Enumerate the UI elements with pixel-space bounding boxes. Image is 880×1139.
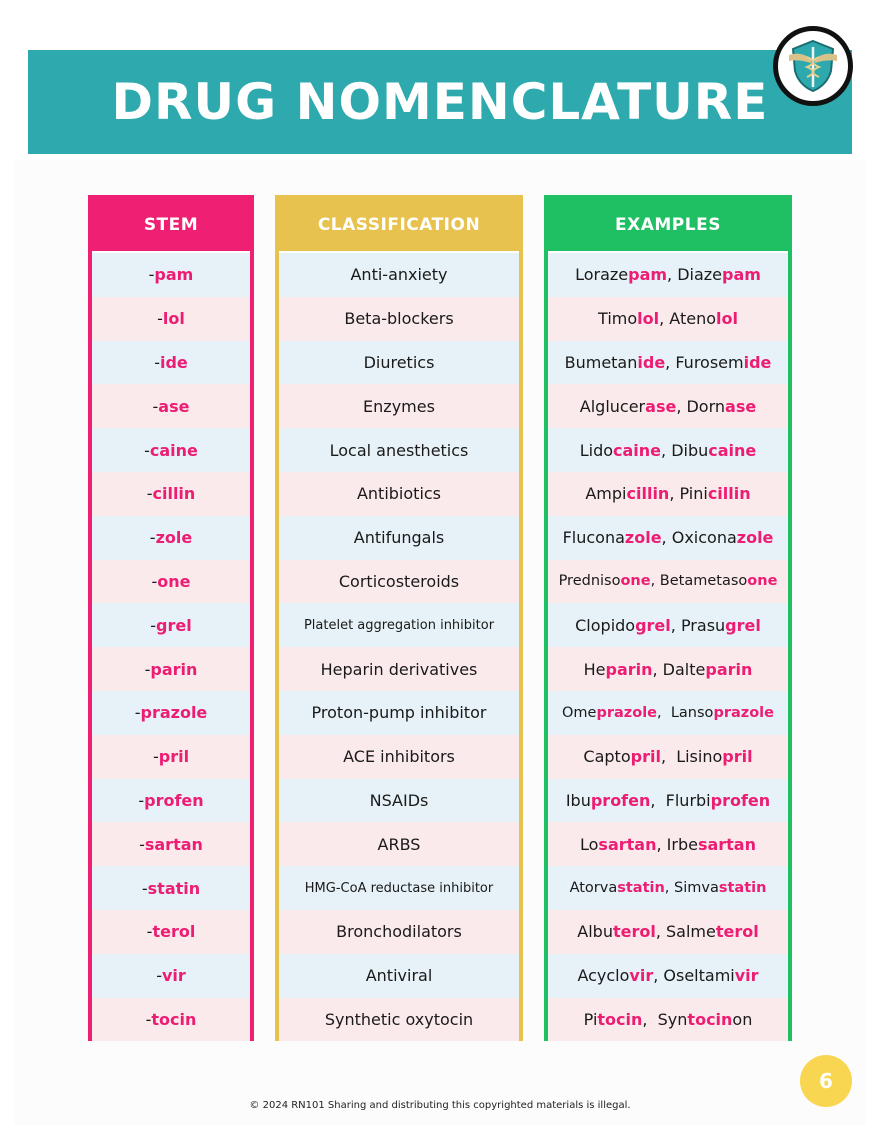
stem-cell bbox=[92, 384, 250, 428]
stem-cell bbox=[92, 472, 250, 516]
example-stem-highlight: terol bbox=[715, 922, 759, 942]
stem-text: lol bbox=[162, 309, 185, 329]
stem-cell bbox=[92, 779, 250, 823]
example-text: Alglucer bbox=[579, 396, 646, 416]
examples-cell bbox=[548, 866, 788, 910]
stem-text: grel bbox=[156, 615, 192, 635]
classification-cell: ARBS bbox=[279, 822, 519, 866]
example-text: Pi bbox=[583, 1009, 598, 1029]
classification-cell: Platelet aggregation inhibitor bbox=[279, 603, 519, 647]
classification-cell: Anti-anxiety bbox=[279, 253, 519, 297]
examples-cell bbox=[548, 603, 788, 647]
example-text: Capto bbox=[583, 747, 631, 767]
examples-cell bbox=[548, 998, 788, 1042]
stem-text: caine bbox=[149, 440, 198, 460]
stem-dash: - bbox=[134, 703, 141, 723]
classification-cell: Bronchodilators bbox=[279, 910, 519, 954]
examples-cell bbox=[548, 735, 788, 779]
example-stem-highlight: grel bbox=[725, 615, 761, 635]
stem-dash: - bbox=[157, 309, 163, 329]
examples-column bbox=[544, 195, 792, 1041]
stem-text: one bbox=[157, 571, 191, 591]
example-text: , Lisino bbox=[660, 747, 723, 767]
classification-cell: NSAIDs bbox=[279, 779, 519, 823]
example-text: on bbox=[732, 1009, 753, 1029]
stem-text: sartan bbox=[144, 834, 203, 854]
example-text: Albu bbox=[577, 922, 613, 942]
classification-cell: Synthetic oxytocin bbox=[279, 998, 519, 1042]
example-stem-highlight: profen bbox=[590, 790, 651, 810]
stem-dash: - bbox=[156, 966, 162, 986]
stem-text: terol bbox=[152, 922, 196, 942]
examples-cell bbox=[548, 341, 788, 385]
stem-cell bbox=[92, 253, 250, 297]
example-text: , Irbe bbox=[656, 834, 698, 854]
stem-cell bbox=[92, 297, 250, 341]
example-text: , Lanso bbox=[657, 704, 714, 721]
stem-cell bbox=[92, 560, 250, 604]
example-stem-highlight: ide bbox=[637, 352, 666, 372]
stem-dash: - bbox=[152, 396, 159, 416]
classification-cell: Proton-pump inhibitor bbox=[279, 691, 519, 735]
classification-cell: Diuretics bbox=[279, 341, 519, 385]
example-stem-highlight: ase bbox=[725, 396, 757, 416]
stem-dash: - bbox=[146, 484, 153, 504]
example-stem-highlight: ase bbox=[645, 396, 677, 416]
stem-dash: - bbox=[145, 1009, 152, 1029]
stem-header: STEM bbox=[92, 199, 250, 251]
example-stem-highlight: statin bbox=[617, 880, 665, 897]
stem-dash: - bbox=[138, 790, 145, 810]
examples-cell bbox=[548, 516, 788, 560]
stem-dash: - bbox=[154, 352, 160, 372]
stem-cell bbox=[92, 954, 250, 998]
stem-dash: - bbox=[144, 659, 151, 679]
stem-cell bbox=[92, 516, 250, 560]
example-stem-highlight: grel bbox=[635, 615, 671, 635]
stem-text: ase bbox=[158, 396, 190, 416]
examples-cell bbox=[548, 954, 788, 998]
copyright-footer: © 2024 RN101 Sharing and distributing this copyrighted materials is illegal. bbox=[249, 1100, 631, 1111]
stem-text: prazole bbox=[140, 703, 208, 723]
example-stem-highlight: cillin bbox=[626, 484, 670, 504]
classification-cell: Beta-blockers bbox=[279, 297, 519, 341]
example-text: Acyclo bbox=[577, 966, 630, 986]
examples-cell bbox=[548, 647, 788, 691]
example-stem-highlight: pril bbox=[630, 747, 661, 767]
example-text: , Ateno bbox=[659, 309, 716, 329]
example-text: , Diaze bbox=[667, 265, 723, 285]
examples-cell bbox=[548, 910, 788, 954]
stem-cell bbox=[92, 428, 250, 472]
example-stem-highlight: parin bbox=[605, 659, 653, 679]
example-stem-highlight: one bbox=[620, 573, 651, 590]
classification-cell: Enzymes bbox=[279, 384, 519, 428]
stem-text: parin bbox=[150, 659, 198, 679]
example-text: Ampi bbox=[585, 484, 627, 504]
example-text: , Dibu bbox=[661, 440, 709, 460]
example-stem-highlight: caine bbox=[708, 440, 757, 460]
example-stem-highlight: vir bbox=[734, 966, 759, 986]
stem-rows bbox=[92, 253, 250, 1041]
stem-dash: - bbox=[141, 878, 148, 898]
stem-text: vir bbox=[161, 966, 186, 986]
stem-cell bbox=[92, 866, 250, 910]
example-text: , Dorn bbox=[676, 396, 726, 416]
examples-header: EXAMPLES bbox=[548, 199, 788, 251]
stem-dash: - bbox=[146, 922, 153, 942]
stem-dash: - bbox=[148, 265, 155, 285]
stem-cell bbox=[92, 910, 250, 954]
example-text: , Oxicona bbox=[661, 528, 737, 548]
example-text: Timo bbox=[598, 309, 638, 329]
stem-dash: - bbox=[151, 571, 158, 591]
stem-dash: - bbox=[144, 440, 150, 460]
example-text: , Dalte bbox=[652, 659, 706, 679]
example-text: Clopido bbox=[575, 615, 636, 635]
classification-cell: ACE inhibitors bbox=[279, 735, 519, 779]
stem-column bbox=[88, 195, 254, 1041]
examples-cell bbox=[548, 822, 788, 866]
example-stem-highlight: sartan bbox=[697, 834, 756, 854]
example-stem-highlight: statin bbox=[718, 880, 767, 897]
example-stem-highlight: prazole bbox=[713, 704, 774, 721]
stem-dash: - bbox=[152, 747, 159, 767]
stem-text: pril bbox=[158, 747, 190, 767]
classification-cell: Antifungals bbox=[279, 516, 519, 560]
example-stem-highlight: ide bbox=[743, 352, 772, 372]
example-stem-highlight: pril bbox=[722, 747, 753, 767]
example-stem-highlight: tocin bbox=[597, 1009, 643, 1029]
example-text: Ibu bbox=[565, 790, 591, 810]
stem-cell bbox=[92, 603, 250, 647]
classification-column bbox=[275, 195, 523, 1041]
stem-dash: - bbox=[139, 834, 145, 854]
examples-cell bbox=[548, 297, 788, 341]
example-stem-highlight: pam bbox=[722, 265, 761, 285]
stem-cell bbox=[92, 822, 250, 866]
stem-text: tocin bbox=[151, 1009, 197, 1029]
examples-cell bbox=[548, 560, 788, 604]
example-text: Predniso bbox=[558, 573, 621, 590]
example-text: Flucona bbox=[562, 528, 625, 548]
examples-rows bbox=[548, 253, 788, 1041]
stem-cell bbox=[92, 691, 250, 735]
stem-cell bbox=[92, 735, 250, 779]
stem-text: zole bbox=[155, 528, 193, 548]
example-text: Atorva bbox=[569, 880, 618, 897]
example-stem-highlight: sartan bbox=[598, 834, 657, 854]
example-stem-highlight: profen bbox=[710, 790, 771, 810]
example-stem-highlight: vir bbox=[629, 966, 654, 986]
classification-cell: Antiviral bbox=[279, 954, 519, 998]
example-stem-highlight: lol bbox=[716, 309, 738, 329]
example-text: Loraze bbox=[575, 265, 629, 285]
example-text: Lido bbox=[579, 440, 614, 460]
example-stem-highlight: cillin bbox=[707, 484, 751, 504]
example-text: , Oseltami bbox=[653, 966, 735, 986]
example-stem-highlight: one bbox=[747, 573, 778, 590]
examples-cell bbox=[548, 384, 788, 428]
classification-header: CLASSIFICATION bbox=[279, 199, 519, 251]
example-stem-highlight: zole bbox=[736, 528, 774, 548]
example-stem-highlight: zole bbox=[624, 528, 662, 548]
example-text: Ome bbox=[562, 704, 597, 721]
page-title: DRUG NOMENCLATURE bbox=[111, 73, 769, 131]
classification-cell: HMG-CoA reductase inhibitor bbox=[279, 866, 519, 910]
example-text: , Flurbi bbox=[650, 790, 711, 810]
classification-cell: Corticosteroids bbox=[279, 560, 519, 604]
example-text: , Syn bbox=[642, 1009, 688, 1029]
example-text: , Pini bbox=[669, 484, 708, 504]
title-banner bbox=[28, 50, 852, 154]
example-stem-highlight: parin bbox=[705, 659, 753, 679]
examples-cell bbox=[548, 472, 788, 516]
classification-cell: Antibiotics bbox=[279, 472, 519, 516]
example-text: , Prasu bbox=[670, 615, 726, 635]
stem-text: statin bbox=[147, 878, 201, 898]
example-text: , Furosem bbox=[665, 352, 744, 372]
stem-dash: - bbox=[149, 528, 156, 548]
examples-cell bbox=[548, 253, 788, 297]
example-text: Bumetan bbox=[564, 352, 638, 372]
stem-cell bbox=[92, 341, 250, 385]
stem-text: profen bbox=[144, 790, 204, 810]
stem-text: cillin bbox=[152, 484, 196, 504]
classification-cell: Local anesthetics bbox=[279, 428, 519, 472]
examples-cell bbox=[548, 428, 788, 472]
caduceus-shield-icon bbox=[787, 37, 839, 95]
example-stem-highlight: caine bbox=[613, 440, 662, 460]
example-text: , Simva bbox=[664, 880, 719, 897]
classification-cell: Heparin derivatives bbox=[279, 647, 519, 691]
examples-cell bbox=[548, 691, 788, 735]
example-stem-highlight: lol bbox=[637, 309, 660, 329]
logo bbox=[773, 26, 853, 106]
example-stem-highlight: pam bbox=[628, 265, 668, 285]
example-stem-highlight: prazole bbox=[596, 704, 658, 721]
stem-dash: - bbox=[150, 615, 157, 635]
example-text: He bbox=[583, 659, 606, 679]
example-stem-highlight: terol bbox=[612, 922, 656, 942]
page-number-badge: 6 bbox=[800, 1055, 852, 1107]
classification-rows bbox=[279, 253, 519, 1041]
stem-text: pam bbox=[154, 265, 194, 285]
example-text: , Salme bbox=[655, 922, 716, 942]
stem-text: ide bbox=[159, 352, 188, 372]
stem-cell bbox=[92, 647, 250, 691]
stem-cell bbox=[92, 998, 250, 1042]
example-stem-highlight: tocin bbox=[687, 1009, 733, 1029]
example-text: , Betametaso bbox=[650, 573, 748, 590]
example-text: Lo bbox=[580, 834, 599, 854]
examples-cell bbox=[548, 779, 788, 823]
